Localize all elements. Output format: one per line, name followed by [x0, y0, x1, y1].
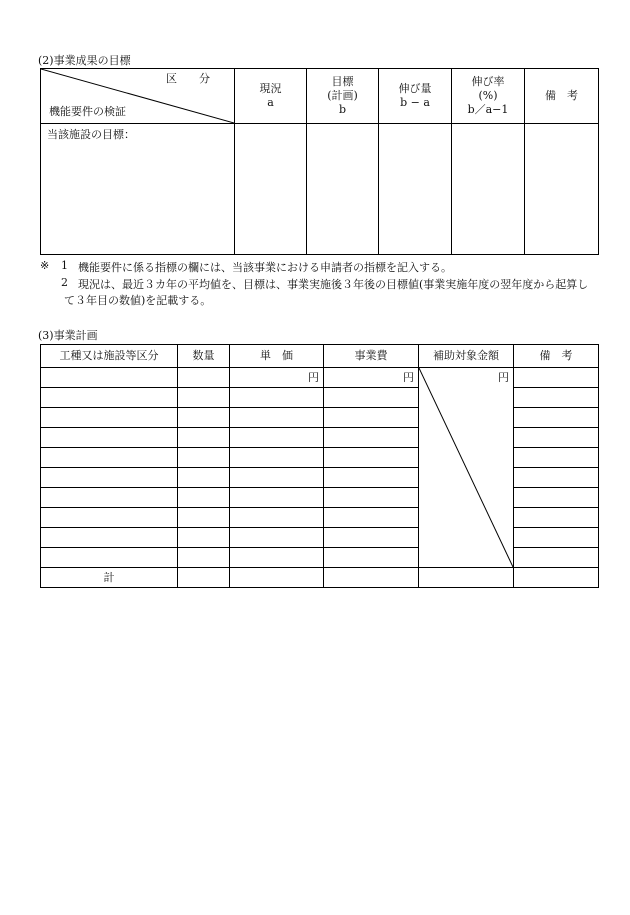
- yen-unit: 円: [403, 370, 414, 384]
- quantity-cell[interactable]: [178, 508, 230, 528]
- table-row: [41, 528, 599, 548]
- table-row: [41, 428, 599, 448]
- subsidy-amount-cell[interactable]: [419, 368, 514, 568]
- project-cost-cell[interactable]: [324, 368, 419, 388]
- unit-price-cell[interactable]: [230, 488, 324, 508]
- unit-price-cell[interactable]: [230, 368, 324, 388]
- facility-target-label: 当該施設の目標：: [47, 128, 135, 141]
- project-cost-cell[interactable]: [324, 508, 419, 528]
- table-row: [41, 488, 599, 508]
- growth-value-cell[interactable]: [379, 124, 452, 255]
- table-row: [41, 408, 599, 428]
- header-subsidy-amount: 補助対象金額: [419, 345, 514, 368]
- header-target: 目標 (計画) b: [307, 69, 379, 124]
- total-project-cost-cell[interactable]: [324, 568, 419, 588]
- remarks-cell[interactable]: [514, 488, 599, 508]
- project-cost-cell[interactable]: [324, 548, 419, 568]
- work-type-cell[interactable]: [41, 488, 178, 508]
- remarks-cell[interactable]: [514, 548, 599, 568]
- rate-value-cell[interactable]: [452, 124, 525, 255]
- unit-price-cell[interactable]: [230, 528, 324, 548]
- quantity-cell[interactable]: [178, 388, 230, 408]
- work-type-cell[interactable]: [41, 508, 178, 528]
- remarks-cell[interactable]: [514, 428, 599, 448]
- quantity-cell[interactable]: [178, 548, 230, 568]
- work-type-cell[interactable]: [41, 448, 178, 468]
- total-quantity-cell[interactable]: [178, 568, 230, 588]
- quantity-cell[interactable]: [178, 408, 230, 428]
- table-row: [41, 548, 599, 568]
- note-2-text-line1: 現況は、最近３カ年の平均値を、目標は、事業実施後３年後の目標値(事業実施年度の翌年度から起算し: [78, 278, 589, 291]
- header-quantity: 数量: [178, 345, 230, 368]
- work-type-cell[interactable]: [41, 428, 178, 448]
- project-cost-cell[interactable]: [324, 448, 419, 468]
- remarks-cell[interactable]: [514, 528, 599, 548]
- yen-unit: 円: [308, 370, 319, 384]
- quantity-cell[interactable]: [178, 428, 230, 448]
- section3-title: (3)事業計画: [38, 329, 98, 342]
- project-cost-cell[interactable]: [324, 428, 419, 448]
- total-row: [41, 568, 599, 588]
- total-unit-price-cell[interactable]: [230, 568, 324, 588]
- header-remarks: 備 考: [514, 345, 599, 368]
- remarks-cell[interactable]: [514, 388, 599, 408]
- table-row: [41, 388, 599, 408]
- work-type-cell[interactable]: [41, 388, 178, 408]
- table-row: [41, 468, 599, 488]
- project-cost-cell[interactable]: [324, 468, 419, 488]
- quantity-cell[interactable]: [178, 528, 230, 548]
- note-2-number: 2: [61, 276, 68, 289]
- quantity-cell[interactable]: [178, 468, 230, 488]
- unit-price-cell[interactable]: [230, 548, 324, 568]
- total-remarks-cell[interactable]: [514, 568, 599, 588]
- table-row: [41, 368, 599, 388]
- diagonal-header-cell: [41, 69, 235, 124]
- remarks-cell[interactable]: [514, 448, 599, 468]
- project-cost-cell[interactable]: [324, 408, 419, 428]
- table-row: [41, 508, 599, 528]
- remarks-cell[interactable]: [514, 468, 599, 488]
- diagonal-line: [419, 368, 513, 567]
- category-label: 区 分: [166, 72, 210, 85]
- note-1-text: 機能要件に係る指標の欄には、当該事業における申請者の指標を記入する。: [78, 261, 452, 274]
- header-growth: 伸び量 b − a: [379, 69, 452, 124]
- header-unit-price: 単 価: [230, 345, 324, 368]
- note-2-text-line2: て３年目の数値)を記載する。: [64, 294, 212, 307]
- note-mark: ※: [40, 259, 50, 272]
- row-label: 機能要件の検証: [49, 105, 126, 118]
- total-label: 計: [41, 568, 178, 588]
- header-project-cost: 事業費: [324, 345, 419, 368]
- remarks-cell[interactable]: [514, 508, 599, 528]
- facility-target-cell[interactable]: [41, 124, 235, 255]
- note-1-number: 1: [61, 259, 68, 272]
- work-type-cell[interactable]: [41, 408, 178, 428]
- target-value-cell[interactable]: [307, 124, 379, 255]
- remarks-cell[interactable]: [514, 408, 599, 428]
- work-type-cell[interactable]: [41, 528, 178, 548]
- table-row: [41, 448, 599, 468]
- project-plan-table: [40, 344, 599, 588]
- quantity-cell[interactable]: [178, 448, 230, 468]
- unit-price-cell[interactable]: [230, 468, 324, 488]
- section2-title: (2)事業成果の目標: [38, 54, 131, 67]
- remarks-value-cell[interactable]: [525, 124, 599, 255]
- project-cost-cell[interactable]: [324, 528, 419, 548]
- work-type-cell[interactable]: [41, 368, 178, 388]
- work-type-cell[interactable]: [41, 548, 178, 568]
- unit-price-cell[interactable]: [230, 508, 324, 528]
- yen-unit: 円: [498, 371, 509, 384]
- quantity-cell[interactable]: [178, 488, 230, 508]
- outcome-target-table: [40, 68, 599, 255]
- header-remarks: 備 考: [525, 69, 599, 124]
- total-subsidy-amount-cell[interactable]: [419, 568, 514, 588]
- project-cost-cell[interactable]: [324, 388, 419, 408]
- unit-price-cell[interactable]: [230, 428, 324, 448]
- unit-price-cell[interactable]: [230, 408, 324, 428]
- header-work-type: 工種又は施設等区分: [41, 345, 178, 368]
- quantity-cell[interactable]: [178, 368, 230, 388]
- remarks-cell[interactable]: [514, 368, 599, 388]
- header-current: 現況 a: [235, 69, 307, 124]
- work-type-cell[interactable]: [41, 468, 178, 488]
- unit-price-cell[interactable]: [230, 388, 324, 408]
- project-cost-cell[interactable]: [324, 488, 419, 508]
- unit-price-cell[interactable]: [230, 448, 324, 468]
- header-rate: 伸び率 (%) b／a−1: [452, 69, 525, 124]
- current-value-cell[interactable]: [235, 124, 307, 255]
